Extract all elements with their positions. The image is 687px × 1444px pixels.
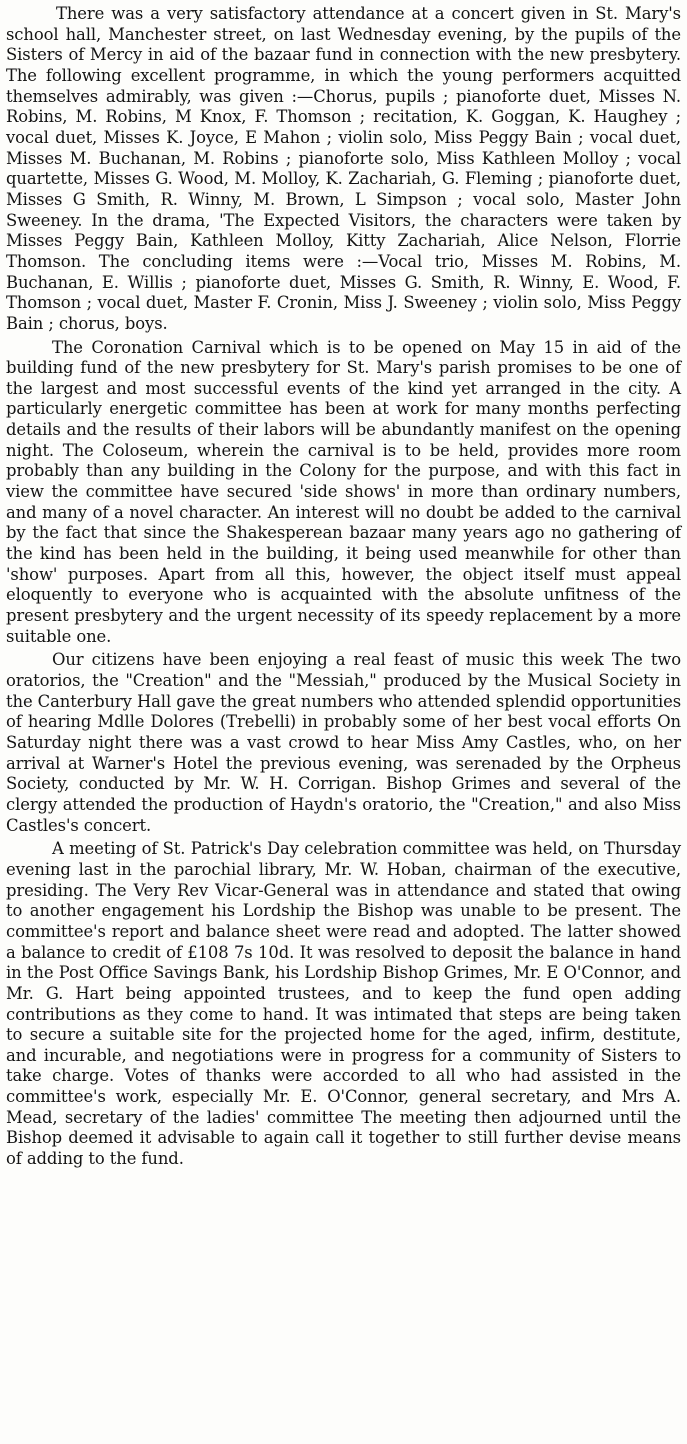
paragraph-st-patricks-meeting: A meeting of St. Patrick's Day celebration committee was held, on Thursday evening last in the parochial library, Mr. W. Hoban, chairman of the executive, presiding. The Very Rev Vicar-General was in attendance and stated that owing to another engagement his Lordship the Bishop was unable to be present. The committee's report and balance sheet were read and adopted. The latter showed a balance to credit of £108 7s 10d. It was resolved to deposit the balance in hand in the Post Office Savings Bank, his Lordship Bishop Grimes, Mr. E O'Connor, and Mr. G. Hart being appointed trustees, and to keep the fund open adding contributions as they come to hand. It was intimated that steps are being taken to secure a suitable site for the projected home for the aged, infirm, destitute, and incurable, and negotiations were in progress for a community of Sisters to take charge. Votes of thanks were accorded to all who had assisted in the committee's work, especially Mr. E. O'Connor, general secretary, and Mrs A. Mead, secretary of the ladies' committee The meeting then adjourned until the Bishop deemed it advisable to again call it together to still further devise means of adding to the fund. xyxy=(6,839,681,1169)
paragraph-carnival: The Coronation Carnival which is to be opened on May 15 in aid of the building fund of the new presbytery for St. Mary's parish promises to be one of the largest and most successful events of the kind yet arranged in the city. A particularly energetic committee has been at work for many months perfecting details and the results of their labors will be abundantly manifest on the opening night. The Coloseum, wherein the carnival is to be held, provides more room probably than any building in the Colony for the purpose, and with this fact in view the committee have secured 'side shows' in more than ordinary numbers, and many of a novel character. An interest will no doubt be added to the carnival by the fact that since the Shakesperean bazaar many years ago no gathering of the kind has been held in the building, it being used meanwhile for other than 'show' purposes. Apart from all this, however, the object itself must appeal eloquently to everyone who is acquainted with the absolute unfitness of the present presbytery and the urgent necessity of its speedy replacement by a more suitable one. xyxy=(6,337,681,646)
paragraph-concert: There was a very satisfactory attendance at a concert given in St. Mary's school hall, Manchester street, on last Wednesday evening, by the pupils of the Sisters of Mercy in aid of the bazaar fund in connection with the new presbytery. The following excellent programme, in which the young performers acquitted themselves admirably, was given :—Chorus, pupils ; pianoforte duet, Misses N. Robins, M. Robins, M Knox, F. Thomson ; recitation, K. Goggan, K. Haughey ; vocal duet, Misses K. Joyce, E Mahon ; violin solo, Miss Peggy Bain ; vocal duet, Misses M. Buchanan, M. Robins ; pianoforte solo, Miss Kathleen Molloy ; vocal quartette, Misses G. Wood, M. Molloy, K. Zachariah, G. Fleming ; pianoforte duet, Misses G Smith, R. Winny, M. Brown, L Simpson ; vocal solo, Master John Sweeney. In the drama, 'The Expected Visitors, the characters were taken by Misses Peggy Bain, Kathleen Molloy, Kitty Zachariah, Alice Nelson, Florrie Thomson. The concluding items were :—Vocal trio, Misses M. Robins, M. Buchanan, E. Willis ; pianoforte duet, Misses G. Smith, R. Winny, E. Wood, F. Thomson ; vocal duet, Master F. Cronin, Miss J. Sweeney ; violin solo, Miss Peggy Bain ; chorus, boys. xyxy=(6,4,681,333)
paragraph-music-feast: Our citizens have been enjoying a real feast of music this week The two oratorios, the "Creation" and the "Messiah," produced by the Musical Society in the Canterbury Hall gave the great numbers who attended splendid opportunities of hearing Mdlle Dolores (Trebelli) in probably some of her best vocal efforts On Saturday night there was a vast crowd to hear Miss Amy Castles, who, on her arrival at Warner's Hotel the previous evening, was serenaded by the Orpheus Society, conducted by Mr. W. H. Corrigan. Bishop Grimes and several of the clergy attended the production of Haydn's oratorio, the "Creation," and also Miss Castles's concert. xyxy=(6,650,681,835)
article-column xyxy=(6,4,681,1170)
